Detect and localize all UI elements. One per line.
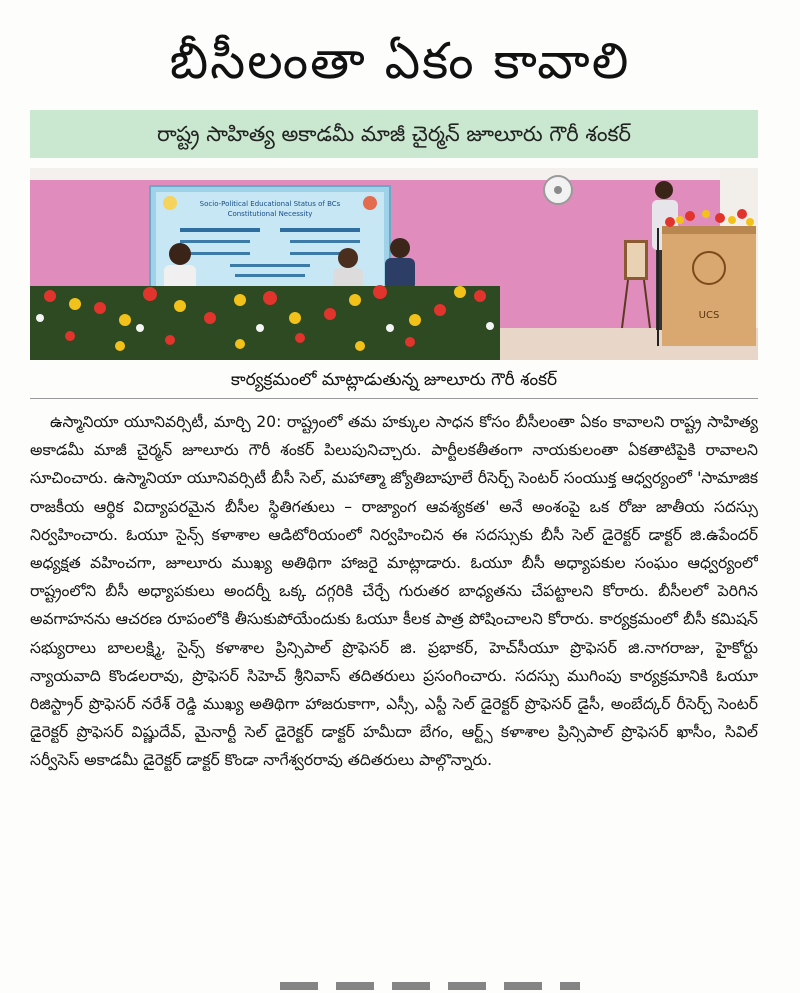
article-body: [30, 408, 758, 968]
subheadline-bar: రాష్ట్ర సాహిత్య అకాడమీ మాజీ చైర్మన్ జూలూరు గౌరీ శంకర్: [30, 110, 758, 158]
podium: [662, 209, 756, 346]
event-photo: [30, 168, 758, 360]
headline: బీసీలంతా ఏకం కావాలి: [169, 32, 631, 90]
flower-decorated-table: [30, 285, 500, 360]
article-paragraph: ఉస్మానియా యూనివర్సిటీ, మార్చి 20: రాష్ట్రంలో తమ హక్కుల సాధన కోసం బీసీలంతా ఏకం కావాలని రాష్ట్ర సాహిత్య అకాడమీ మాజీ చైర్మన్ జూలూరు గౌరీ శంకర్ పిలుపునిచ్చారు. పార్టీలకతీతంగా నాయకులంతా ఏకతాటిపైకి రావాలని సూచించారు. ఉస్మానియా యూనివర్సిటీ బీసీ సెల్, మహాత్మా జ్యోతిబాపూలే రీసెర్చ్ సెంటర్ సంయుక్త ఆధ్వర్యంలో 'సామాజిక రాజకీయ ఆర్థిక విద్యాపరమైన బీసీల స్థితిగతులు – రాజ్యాంగ ఆవశ్యకత' అనే అంశంపై ఒక రోజు జాతీయ సదస్సు నిర్వహించారు. ఓయూ సైన్స్ కళాశాల ఆడిటోరియంలో నిర్వహించిన ఈ సదస్సుకు బీసీ సెల్ డైరెక్టర్ డాక్టర్ జి.ఉపేందర్ అధ్యక్షత వహించగా, జూలూరు ముఖ్య అతిథిగా హాజరై మాట్లాడారు. ఓయూ బీసీ అధ్యాపకుల సంఘం ఆధ్వర్యంలో రాష్ట్రంలోని బీసీ అధ్యాపకులు అందర్నీ ఒక్క దగ్గరికి చేర్చే గురుతర బాధ్యతను చేపట్టాలని కోరారు. బీసీలలో పెరిగిన అవగాహనను ఆచరణ రూపంలోకి తీసుకుపోయేందుకు ఓయూ కీలక పాత్ర పోషించాలని కోరారు. కార్యక్రమంలో బీసీ కమిషన్ సభ్యురాలు బాలలక్ష్మి, సైన్స్ కళాశాల ప్రిన్సిపాల్ ప్రొఫెసర్ జి. ప్రభాకర్, హెచ్‌సీయూ ప్రొఫెసర్ జి.నాగరాజు, హైకోర్టు న్యాయవాది కొండలరావు, ప్రొఫెసర్ సిహెచ్ శ్రీనివాస్ తదితరులు ప్రసంగించారు. సదస్సు ముగింపు కార్యక్రమానికి ఓయూ రిజిస్ట్రార్ ప్రొఫెసర్ నరేశ్ రెడ్డి ముఖ్య అతిథిగా హాజరుకాగా, ఎస్సీ, ఎస్టీ సెల్ డైరెక్టర్ ప్రొఫెసర్ డైసీ, అంబేద్కర్ రీసెర్చ్ సెంటర్ డైరెక్టర్ ప్రొఫెసర్ విష్ణుదేవ్, మైనార్టీ సెల్ డైరెక్టర్ డాక్టర్ హమీదా బేగం, ఆర్ట్స్ కళాశాల ప్రిన్సిపాల్ ప్రొఫెసర్ ఖాసీం, సివిల్ సర్వీసెస్ అకాడమీ డైరెక్టర్ డాక్టర్ కొండా నాగేశ్వరరావు తదితరులు పాల్గొన్నారు.: [30, 413, 758, 770]
podium-label: UCS: [698, 310, 720, 321]
event-photo-illustration: [30, 168, 758, 360]
banner-subtitle: Constitutional Necessity: [227, 210, 313, 218]
photo-caption: కార్యక్రమంలో మాట్లాడుతున్న జూలూరు గౌరీ శంకర్: [30, 362, 758, 399]
wall-fan: [544, 176, 572, 204]
banner-title: Socio-Political Educational Status of BCs: [199, 200, 341, 208]
next-article-fragment: [280, 982, 580, 990]
